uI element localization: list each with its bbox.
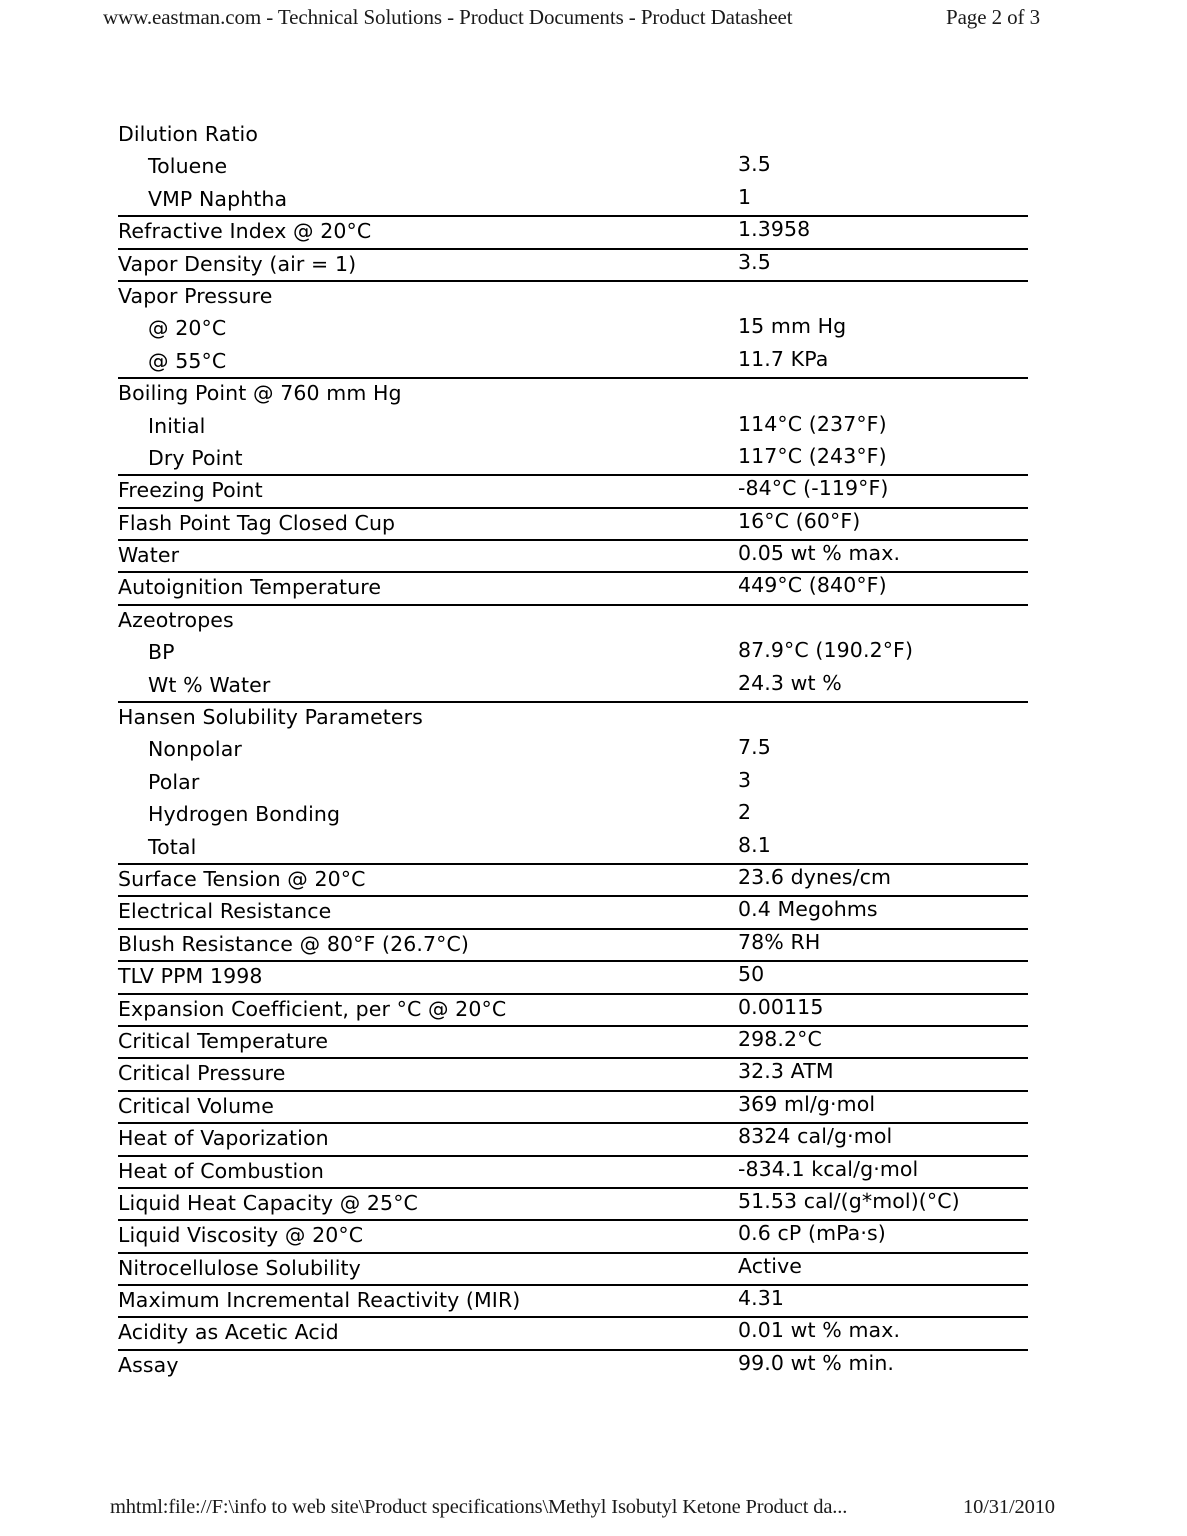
spec-row xyxy=(118,412,1028,444)
spec-row-label: Hydrogen Bonding xyxy=(148,802,341,827)
spec-row xyxy=(118,800,1028,832)
spec-row-value: 50 xyxy=(738,962,765,987)
spec-row-value: -834.1 kcal/g·mol xyxy=(738,1156,919,1181)
spec-row xyxy=(118,1027,1028,1059)
spec-row xyxy=(118,379,1028,411)
spec-row-value: 8.1 xyxy=(738,832,771,857)
spec-row xyxy=(118,995,1028,1027)
spec-row xyxy=(118,638,1028,670)
spec-row-label: Liquid Viscosity @ 20°C xyxy=(118,1223,364,1248)
spec-row-label: Blush Resistance @ 80°F (26.7°C) xyxy=(118,931,469,956)
spec-row xyxy=(118,1351,1028,1383)
spec-row-label: Dilution Ratio xyxy=(118,122,258,146)
spec-row-value: 4.31 xyxy=(738,1286,785,1311)
spec-row xyxy=(118,509,1028,541)
spec-row-label: Wt % Water xyxy=(148,672,271,697)
spec-row xyxy=(118,347,1028,379)
spec-row-value: 87.9°C (190.2°F) xyxy=(738,638,914,663)
spec-row-label: Boiling Point @ 760 mm Hg xyxy=(118,381,402,406)
spec-row-value: 78% RH xyxy=(738,929,821,954)
spec-row-value: 0.01 wt % max. xyxy=(738,1318,901,1343)
spec-row-value: 7.5 xyxy=(738,735,771,760)
spec-row-label: Autoignition Temperature xyxy=(118,575,382,600)
spec-row-label: Vapor Density (air = 1) xyxy=(118,251,357,276)
spec-row-label: Polar xyxy=(148,769,200,794)
spec-row-label: Total xyxy=(148,834,197,859)
spec-row-label: Dry Point xyxy=(148,445,243,470)
spec-row xyxy=(118,1189,1028,1221)
spec-row xyxy=(118,1124,1028,1156)
spec-row-label: Critical Temperature xyxy=(118,1028,329,1053)
print-header xyxy=(0,0,1187,34)
spec-row-label: Initial xyxy=(148,413,206,438)
spec-row xyxy=(118,962,1028,994)
spec-row-label: Electrical Resistance xyxy=(118,899,332,924)
spec-row xyxy=(118,314,1028,346)
spec-row-label: Liquid Heat Capacity @ 25°C xyxy=(118,1190,418,1215)
spec-row-label: Toluene xyxy=(148,154,228,179)
print-header-page-number: Page 2 of 3 xyxy=(946,4,1040,29)
spec-row-label: Critical Pressure xyxy=(118,1061,286,1086)
spec-row xyxy=(118,120,1028,152)
spec-row xyxy=(118,250,1028,282)
spec-row-value: 3 xyxy=(738,767,752,792)
spec-row-label: @ 55°C xyxy=(148,348,227,373)
spec-row-value: 32.3 ATM xyxy=(738,1059,834,1084)
spec-row-value: 0.00115 xyxy=(738,994,824,1019)
spec-row xyxy=(118,152,1028,184)
print-footer xyxy=(0,1496,1187,1528)
spec-row-value: 449°C (840°F) xyxy=(738,573,887,598)
spec-row xyxy=(118,1221,1028,1253)
spec-row-value: 3.5 xyxy=(738,249,771,274)
spec-row xyxy=(118,1157,1028,1189)
spec-row-label: TLV PPM 1998 xyxy=(118,964,263,989)
spec-row xyxy=(118,282,1028,314)
spec-row xyxy=(118,476,1028,508)
spec-row-label: Surface Tension @ 20°C xyxy=(118,866,366,891)
spec-row xyxy=(118,541,1028,573)
spec-row-label: Hansen Solubility Parameters xyxy=(118,705,423,730)
spec-row-label: @ 20°C xyxy=(148,316,227,341)
spec-row xyxy=(118,1059,1028,1091)
print-footer-source-path: mhtml:file://F:\info to web site\Product specifications\Methyl Isobutyl Ketone Product da... xyxy=(110,1496,848,1518)
spec-row-label: Water xyxy=(118,543,180,568)
spec-row xyxy=(118,573,1028,605)
spec-row-label: Heat of Vaporization xyxy=(118,1126,329,1151)
spec-row xyxy=(118,1254,1028,1286)
spec-row-label: Nonpolar xyxy=(148,737,242,762)
spec-row xyxy=(118,217,1028,249)
product-specification-table xyxy=(118,120,1028,1383)
spec-row-label: Critical Volume xyxy=(118,1093,274,1118)
spec-row-label: BP xyxy=(148,640,175,665)
spec-row xyxy=(118,1318,1028,1350)
spec-row-label: Heat of Combustion xyxy=(118,1158,324,1183)
spec-row-value: 15 mm Hg xyxy=(738,314,847,339)
spec-row xyxy=(118,735,1028,767)
spec-row-label: Assay xyxy=(118,1352,179,1377)
spec-row-value: 51.53 cal/(g*mol)(°C) xyxy=(738,1188,960,1213)
spec-row-value: 23.6 dynes/cm xyxy=(738,864,892,889)
spec-row-label: Refractive Index @ 20°C xyxy=(118,219,372,244)
spec-row-label: VMP Naphtha xyxy=(148,186,288,211)
spec-row-value: Active xyxy=(738,1253,803,1278)
spec-row-value: 24.3 wt % xyxy=(738,670,842,695)
spec-row-value: 99.0 wt % min. xyxy=(738,1350,895,1375)
spec-row-value: 114°C (237°F) xyxy=(738,411,887,436)
spec-row-value: 369 ml/g·mol xyxy=(738,1091,876,1116)
spec-row-label: Acidity as Acetic Acid xyxy=(118,1320,339,1345)
spec-row-value: 1.3958 xyxy=(738,217,811,242)
spec-row-value: 3.5 xyxy=(738,152,771,177)
spec-row xyxy=(118,671,1028,703)
spec-row xyxy=(118,703,1028,735)
spec-row-value: 8324 cal/g·mol xyxy=(738,1124,893,1149)
spec-row-value: 0.05 wt % max. xyxy=(738,541,901,566)
spec-row-value: 16°C (60°F) xyxy=(738,508,861,533)
spec-row-value: 11.7 KPa xyxy=(738,346,829,371)
spec-row xyxy=(118,930,1028,962)
spec-row-value: -84°C (-119°F) xyxy=(738,476,889,501)
spec-row-label: Expansion Coefficient, per °C @ 20°C xyxy=(118,996,507,1021)
spec-row-label: Nitrocellulose Solubility xyxy=(118,1255,361,1280)
spec-row-label: Azeotropes xyxy=(118,607,234,632)
spec-row xyxy=(118,833,1028,865)
spec-row xyxy=(118,606,1028,638)
spec-row-value: 0.6 cP (mPa·s) xyxy=(738,1221,886,1246)
spec-row-value: 1 xyxy=(738,184,752,209)
spec-row xyxy=(118,768,1028,800)
spec-row-label: Vapor Pressure xyxy=(118,283,273,308)
spec-row xyxy=(118,444,1028,476)
spec-row-value: 0.4 Megohms xyxy=(738,897,878,922)
spec-row xyxy=(118,865,1028,897)
spec-row-label: Maximum Incremental Reactivity (MIR) xyxy=(118,1288,521,1313)
spec-row xyxy=(118,1286,1028,1318)
spec-row xyxy=(118,1092,1028,1124)
print-footer-date: 10/31/2010 xyxy=(963,1496,1055,1518)
spec-row xyxy=(118,897,1028,929)
spec-row-label: Flash Point Tag Closed Cup xyxy=(118,510,396,535)
spec-row-value: 2 xyxy=(738,800,752,825)
spec-row-value: 298.2°C xyxy=(738,1026,822,1051)
print-header-title: www.eastman.com - Technical Solutions - Product Documents - Product Datasheet xyxy=(103,4,793,29)
spec-row xyxy=(118,185,1028,217)
spec-row-label: Freezing Point xyxy=(118,478,263,503)
spec-row-value: 117°C (243°F) xyxy=(738,443,887,468)
